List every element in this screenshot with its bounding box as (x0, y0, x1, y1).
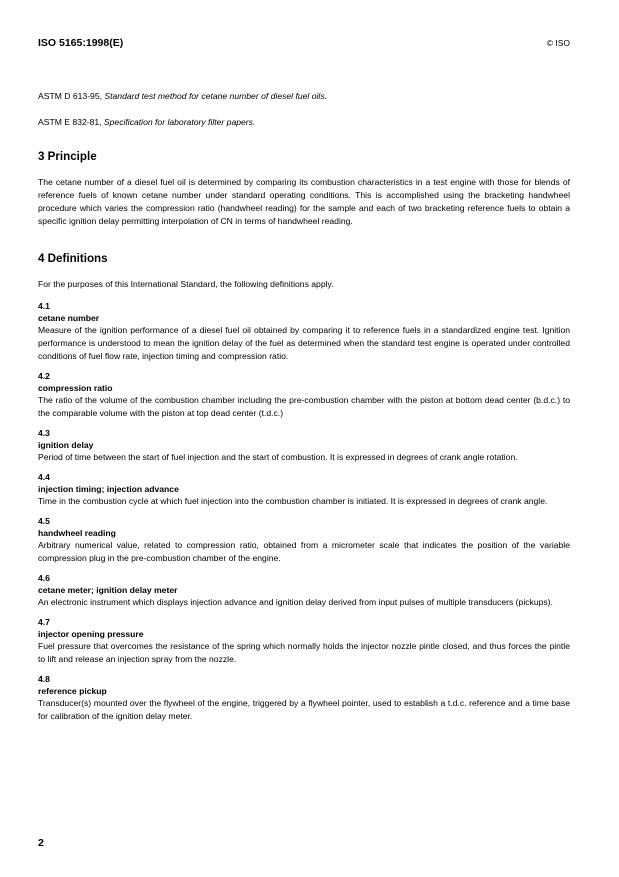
definitions-intro: For the purposes of this International Standard, the following definitions apply. (38, 279, 334, 289)
definition-item (38, 572, 570, 609)
definition-text: Transducer(s) mounted over the flywheel of the engine, triggered by a flywheel pointer, used to establish a t.d.c. reference and a time base for calibration of the ignition delay meter. (38, 698, 570, 721)
definition-text: Period of time between the start of fuel injection and the start of combustion. It is expressed in degrees of crank angle rotation. (38, 452, 518, 462)
definition-number: 4.5 (38, 516, 50, 526)
document-body (38, 150, 570, 730)
definitions-heading: 4 Definitions (38, 252, 108, 265)
definition-text: Time in the combustion cycle at which fuel injection into the combustion chamber is initiated. It is expressed in degrees of crank angle. (38, 496, 548, 506)
reference-code: ASTM D 613-95, (38, 91, 105, 101)
definition-item (38, 616, 570, 666)
definition-term: injector opening pressure (38, 629, 144, 639)
definition-number: 4.4 (38, 472, 50, 482)
definition-term: reference pickup (38, 686, 107, 696)
definition-item (38, 673, 570, 723)
definition-text: An electronic instrument which displays injection advance and ignition delay derived from input pulses of multiple transducers (pickups). (38, 597, 553, 607)
definition-text: Fuel pressure that overcomes the resistance of the spring which normally holds the injector nozzle pintle closed, and thus forces the pintle to lift and release an injection spray from the nozzle. (38, 641, 570, 664)
definition-item (38, 515, 570, 565)
definition-number: 4.3 (38, 428, 50, 438)
definition-number: 4.1 (38, 301, 50, 311)
definition-term: cetane meter; ignition delay meter (38, 585, 178, 595)
definition-text: The ratio of the volume of the combustion chamber including the pre-combustion chamber with the piston at bottom dead center (b.d.c.) to the comparable volume with the piston at top dead center (t.d.c.) (38, 395, 570, 418)
definition-term: compression ratio (38, 383, 113, 393)
reference-title: Specification for laboratory filter papers. (103, 117, 256, 127)
definition-text: Arbitrary numerical value, related to compression ratio, obtained from a micrometer scale that indicates the position of the variable compression plug in the pre-combustion chamber of the engine. (38, 540, 570, 563)
definition-text: Measure of the ignition performance of a diesel fuel oil obtained by comparing it to reference fuels in a standardized engine test. Ignition performance is understood to mean the ignition delay of the fuel as determined when the standard test engine is operated under controlled conditions of fuel flow rate, injection timing and compression ratio. (38, 325, 570, 361)
page-header (38, 37, 570, 49)
reference-code: ASTM E 832-81, (38, 117, 104, 127)
definition-number: 4.2 (38, 371, 50, 381)
definition-item (38, 427, 570, 464)
page-number: 2 (38, 837, 44, 849)
document-id: ISO 5165:1998(E) (38, 37, 124, 49)
copyright-notice: © ISO (546, 38, 570, 48)
reference-title: Standard test method for cetane number of diesel fuel oils. (104, 91, 328, 101)
definition-number: 4.7 (38, 617, 50, 627)
reference-item (38, 117, 570, 127)
definition-number: 4.6 (38, 573, 50, 583)
principle-heading: 3 Principle (38, 150, 97, 163)
reference-list (38, 91, 570, 143)
principle-text: The cetane number of a diesel fuel oil is determined by comparing its combustion characteristics in a test engine with those for blends of reference fuels of known cetane number under standard operating conditions. This is accomplished using the bracketing handwheel procedure which varies the compression ratio (handwheel reading) for the sample and each of two bracketing reference fuels to obtain a specific ignition delay permitting interpolation of CN in terms of handwheel reading. (38, 177, 570, 226)
definition-item (38, 300, 570, 363)
definition-term: ignition delay (38, 440, 94, 450)
definition-term: handwheel reading (38, 528, 116, 538)
definition-number: 4.8 (38, 674, 50, 684)
definition-item (38, 370, 570, 420)
reference-item (38, 91, 570, 101)
definition-term: injection timing; injection advance (38, 484, 179, 494)
definition-item (38, 471, 570, 508)
definition-term: cetane number (38, 313, 100, 323)
